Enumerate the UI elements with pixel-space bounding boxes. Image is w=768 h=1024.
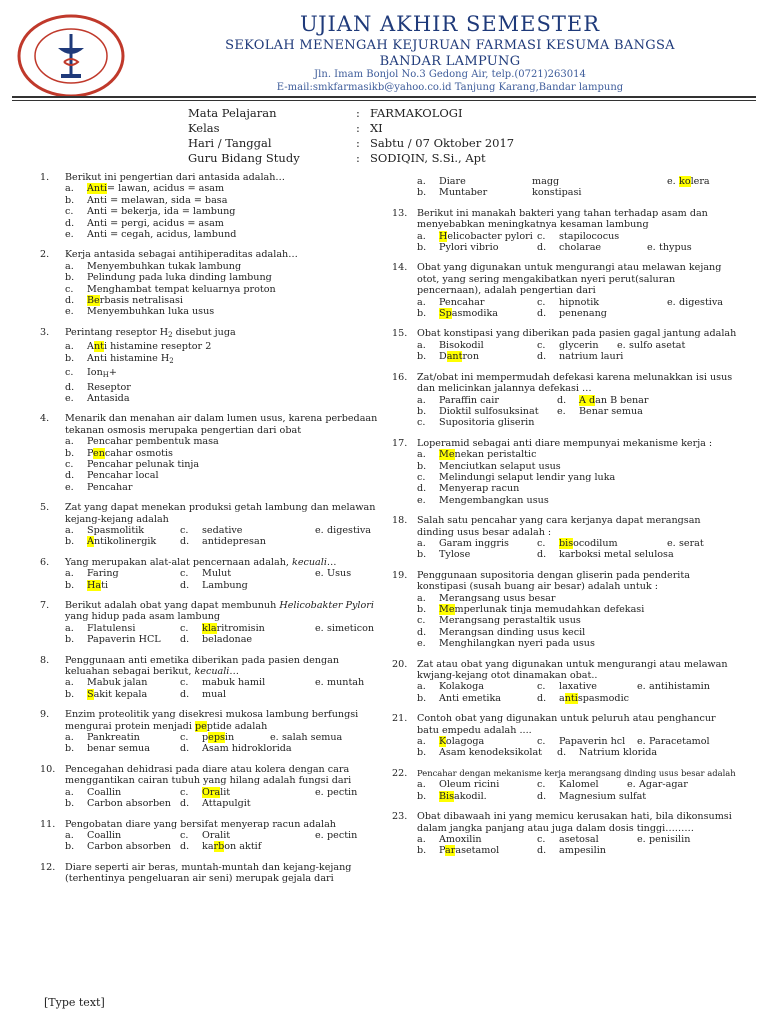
question-10: 10. Pencegahan dehidrasi pada diare atau kolera dengan cara menggantikan cairan tubuh yang hilang adalah fungsi dari a. Coallin c. Oralit e. pectin b. Carbon absorben d. Attapulgit bbox=[40, 763, 358, 810]
question-1: 1. Berikut ini pengertian dari antasida adalah… a. Anti= lawan, acidus = asam b. Anti = melawan, sida = basa c. Anti = bekerja, ida = lambung d. Anti = pergi, acidus = asam e. Anti = cegah, acidus, lambund bbox=[40, 172, 286, 241]
school-name: SEKOLAH MENENGAH KEJURUAN FARMASI KESUMA BANGSA bbox=[225, 38, 675, 53]
questions-left-column bbox=[40, 172, 380, 894]
exam-title: UJIAN AKHIR SEMESTER bbox=[299, 12, 601, 36]
question-12: 12. Diare seperti air beras, muntah-muntah dan kejang-kejang (terhentinya pengeluaran air seni) merupak gejala dari bbox=[40, 861, 352, 885]
question-4: 4. Menarik dan menahan air dalam lumen usus, karena perbedaan tekanan osmosis merupaka pengertian dari obat a. Pencahar pembentuk masa b. Pencahar osmotis c. Pencahar pelunak tinja d. Pencahar local e. Pencahar bbox=[40, 413, 378, 493]
question-9: 9. Enzim proteolitik yang disekresi mukosa lambung berfungsi mengurai protein menjadi peptide adalah a. Pankreatin c. pepsin e. salah semua b. benar semua d. Asam hidroklorida bbox=[40, 709, 359, 755]
school-address: Jln. Imam Bonjol No.3 Gedong Air, telp.(0721)263014 bbox=[314, 69, 586, 80]
question-23: 23. Obat dibawaah ini yang memicu kerusakan hati, bila dikonsumsi dalam jangka panjang atau juga dalam dosis tinggi……… a. Amoxilin c. asetosal e. penisilin b. Parasetamol d. ampesilin bbox=[392, 811, 732, 857]
question-15: 15. Obat konstipasi yang diberikan pada pasien gagal jantung adalah a. Bisokodil c. glycerin e. sulfo asetat b. Dantron d. natrium lauri bbox=[392, 328, 737, 363]
school-logo bbox=[14, 12, 128, 100]
question-7: 7. Berikut adalah obat yang dapat membunuh Helicobakter Pylori yang hidup pada asam lambung a. Flatulensi c. klaritromisin e. simeticon b. Papaverin HCL d. beladonae bbox=[40, 600, 375, 646]
school-city: BANDAR LAMPUNG bbox=[379, 54, 521, 69]
question-18: 18. Salah satu pencahar yang cara kerjanya dapat merangsan dinding usus besar adalah : a. Garam inggris c. bisocodilum e. serat b. Tylose d. karboksi metal selulosa bbox=[392, 515, 704, 561]
question-6: 6. Yang merupakan alat-alat pencernaan adalah, kecuali… a. Faring c. Mulut e. Usus b. Hati d. Lambung bbox=[40, 556, 352, 591]
question-19: 19. Penggunaan supositoria dengan gliserin pada penderita konstipasi (susah buang air besar) adalah untuk : a. Merangsang usus besar b. Memperlunak tinja memudahkan defekasi c. Merangsang perastaltik usus d. Merangsan dinding usus kecil e. Menghilangkan nyeri pada usus bbox=[392, 569, 690, 650]
footer-placeholder: [Type text] bbox=[44, 996, 105, 1009]
question-16: 16. Zat/obat ini mempermudah defekasi karena melunakkan isi usus dan melicinkan jalannya defekasi … a. Paraffin cair d. A dan B benar b. Dioktil sulfosuksinat e. Benar semua c. Supositoria gliserin bbox=[392, 371, 733, 429]
question-20: 20. Zat atau obat yang digunakan untuk mengurangi atau melawan kwjang-kejang otot dinamakan obat.. a. Kolakoga c. laxative e. antihistamin b. Anti emetika d. antispasmodic bbox=[392, 658, 728, 704]
question-12-options: a. Diare magg e. kolera b. Muntaber konstipasi bbox=[417, 176, 710, 199]
question-21: 21. Contoh obat yang digunakan untuk peluruh atau penghancur batu empedu adalah .... a. Kolagoga c. Papaverin hcl e. Paracetamol b. Asam kenodeksikolat d. Natrium klorida bbox=[392, 713, 716, 759]
question-3: 3. Perintang reseptor $H_2$ disebut juga a. Anti histamine reseptor 2 b. Anti histamine $H_2$ c. Ion$_H$+ d. Reseptor e. Antasida bbox=[40, 326, 236, 404]
page-header bbox=[0, 0, 768, 100]
school-email: E-mail:smkfarmasikb@yahoo.co.id Tanjung Karang,Bandar lampung bbox=[276, 82, 624, 93]
question-2: 2. Kerja antasida sebagai antihiperaditas adalah… a. Menyembuhkan tukak lambung b. Pelindung pada luka dinding lambung c. Menghambat tempat keluarnya proton d. Berbasis netralisasi e. Menyembuhkan luka usus bbox=[40, 249, 298, 318]
header-divider bbox=[12, 96, 756, 101]
question-13: 13. Berikut ini manakah bakteri yang tahan terhadap asam dan menyebabkan meningkatnya kesaman lambung a. Helicobacter pylori c. stapilococus b. Pylori vibrio d. cholarae e. thypus bbox=[392, 207, 708, 254]
question-17: 17. Loperamid sebagai anti diare mempunyai mekanisme kerja : a. Menekan peristaltic b. Menciutkan selaput usus c. Melindungi selaput lendir yang luka d. Menyerap racun e. Mengembangkan usus bbox=[392, 437, 713, 506]
question-14: 14. Obat yang digunakan untuk mengurangi atau melawan kejang otot, yang sering mengakibatkan nyeri perut(saluran pencernaan), adalah pengertian dari a. Pencahar c. hipnotik e. digestiva b. Spasmodika d. penenang bbox=[392, 262, 724, 320]
exam-info: Mata Pelajaran : FARMAKOLOGI Kelas : XI Hari / Tanggal : Sabtu / 07 Oktober 2017 Guru Bidang Study : SODIQIN, S.Si., Apt bbox=[188, 106, 515, 165]
question-22: 22. Pencahar dengan mekanisme kerja merangsang dinding usus besar adalah a. Oleum ricini c. Kalomel e. Agar-agar b. Bisakodil. d. Magnesium sulfat bbox=[392, 767, 736, 802]
question-5: 5. Zat yang dapat menekan produksi getah lambung dan melawan kejang-kejang adalah a. Spasmolitik c. sedative e. digestiva b. Antikolinergik d. antidepresan bbox=[40, 502, 376, 548]
questions-right-column bbox=[392, 176, 738, 866]
question-11: 11. Pengobatan diare yang bersifat menyerap racun adalah a. Coallin c. Oralit e. pectin b. Carbon absorben d. karbon aktif bbox=[40, 818, 358, 853]
question-8: 8. Penggunaan anti emetika diberikan pada pasien dengan keluahan sebagai berikut, kecuali… a. Mabuk jalan c. mabuk hamil e. muntah b. Sakit kepala d. mual bbox=[40, 654, 365, 700]
